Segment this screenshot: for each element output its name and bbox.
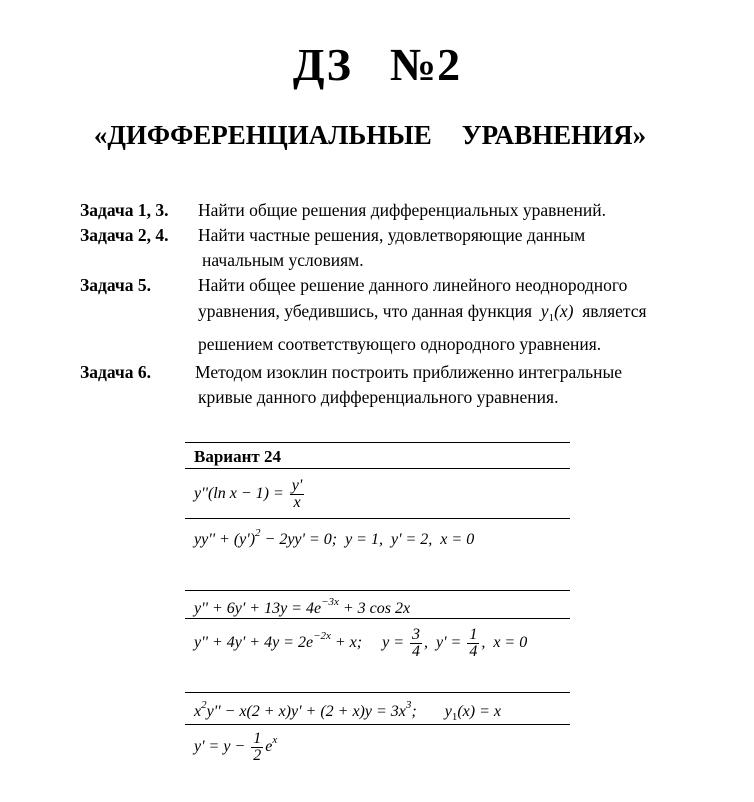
table-row: [185, 590, 570, 618]
task-text: Найти общее решение данного линейного неоднородного: [198, 275, 628, 295]
table-row: [185, 468, 570, 518]
function-y1: $y_1(x)$: [536, 301, 578, 324]
task-text: начальным условиям.: [202, 250, 364, 270]
task-list: [80, 198, 750, 410]
equation-5: $x^2y'' - x(2 + x)y' + (2 + x)y = 3x^3$; $y_1(x) = x$: [194, 699, 501, 723]
equation-6: y' = y − $\frac{1}{2}$ $e^x$: [194, 730, 278, 764]
task-label: Задача 5.: [80, 275, 152, 295]
table-row: [185, 518, 570, 592]
subtitle-right: УРАВНЕНИЯ»: [461, 120, 647, 150]
task-5: [80, 273, 750, 357]
task-6: [80, 360, 750, 410]
table-header-row: [185, 442, 570, 468]
task-text: решением соответствующего однородного уравнения.: [198, 334, 602, 354]
task-label: Задача 2, 4.: [80, 225, 169, 245]
table-row: [185, 692, 570, 724]
task-1-3: [80, 198, 750, 223]
task-label: Задача 1, 3.: [80, 200, 169, 220]
subtitle-left: «ДИФФЕРЕНЦИАЛЬНЫЕ: [93, 120, 432, 150]
task-text: кривые данного дифференциального уравнения.: [198, 387, 559, 407]
title: [0, 38, 754, 91]
table-row: [185, 724, 570, 770]
table-row: [185, 618, 570, 668]
equation-1: y''(ln x − 1) = $\frac{y'}{x}$: [194, 477, 303, 511]
equation-4: $y'' + 4y' + 4y = 2e^{-2x} + x$; y = $\frac{3}{4}$ , y' = $\frac{1}{4}$ , x = 0: [194, 626, 528, 660]
task-text: Найти общие решения дифференциальных уравнений.: [198, 200, 606, 220]
task-text: [198, 298, 750, 332]
task-text-part: является: [582, 301, 647, 321]
equation-2: $yy'' + (y')^2 - 2yy' = 0$; y = 1, y' = 2, x = 0: [194, 527, 475, 548]
title-right: №2: [389, 39, 462, 90]
task-text-part: уравнения, убедившись, что данная функция: [198, 301, 533, 321]
variant-header: Вариант 24: [194, 447, 281, 466]
equation-3: $y'' + 6y' + 13y = 4e^{-3x} + 3$ cos 2x: [194, 596, 411, 617]
task-text: Найти частные решения, удовлетворяющие данным: [198, 225, 586, 245]
task-text: Методом изоклин построить приближенно интегральные: [195, 362, 622, 382]
task-2-4: [80, 223, 750, 273]
subtitle: [0, 120, 740, 151]
task-label: Задача 6.: [80, 362, 152, 382]
title-left: ДЗ: [292, 39, 352, 90]
